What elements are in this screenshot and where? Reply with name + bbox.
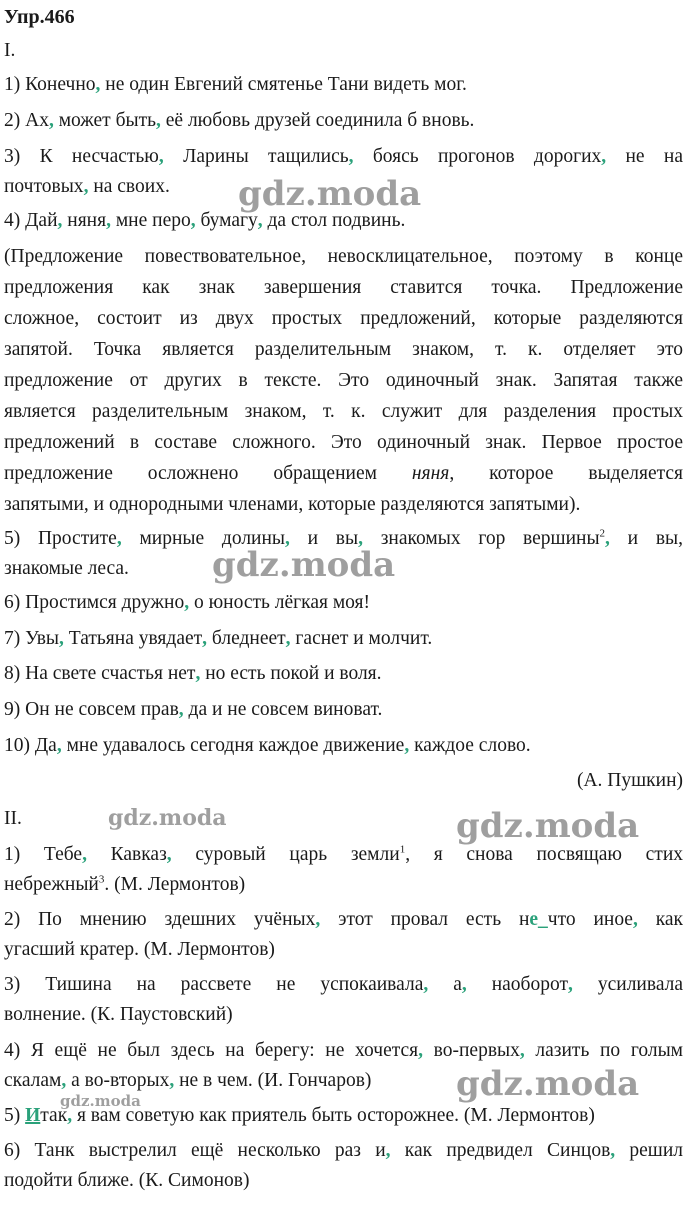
explanation-line-2: предложения как знак завершения ставится точка. Предложение	[4, 277, 683, 298]
sentence-1-6: 6) Простимся дружно, о юность лёгкая моя!	[4, 592, 371, 613]
explanation-line-1: (Предложение повествовательное, невосклицательное, поэтому в конце	[4, 246, 683, 267]
sentence-1-5-line-2: знакомые леса.	[4, 558, 129, 579]
sentence-2-5: 5) Итак, я вам советую как приятель быть осторожнее. (М. Лермонтов)	[4, 1105, 595, 1126]
sentence-1-10: 10) Да, мне удавалось сегодня каждое движение, каждое слово.	[4, 735, 531, 756]
explanation-line-3: сложное, состоит из двух простых предложений, которые разделяются	[4, 308, 683, 329]
watermark: gdz.moda	[238, 174, 422, 214]
explanation-line-9: запятыми, и однородными членами, которые разделяются запятыми).	[4, 494, 581, 515]
sentence-2-2-line-2: угасший кратер. (М. Лермонтов)	[4, 939, 275, 960]
explanation-line-4: запятой. Точка является разделительным знаком, т. к. отделяет это	[4, 339, 683, 360]
watermark: gdz.moda	[456, 1064, 640, 1104]
exercise-title: Упр.466	[4, 6, 75, 28]
watermark: gdz.moda	[456, 806, 640, 846]
watermark: gdz.moda	[60, 1092, 141, 1110]
sentence-1-7: 7) Увы, Татьяна увядает, бледнеет, гаснет и молчит.	[4, 628, 433, 649]
sentence-2-1-line-2: небрежный$^3$. (М. Лермонтов)	[4, 873, 246, 895]
sentence-1-4: 4) Дай, няня, мне перо, бумагу, да стол подвинь.	[4, 210, 406, 231]
sentence-1-3-line-1: 3) К несчастью, Ларины тащились, боясь прогонов дорогих, не на	[4, 146, 684, 167]
sentence-1-1: 1) Конечно, не один Евгений смятенье Тани видеть мог.	[4, 74, 467, 95]
explanation-line-6: является разделительным знаком, т. к. служит для разделения простых	[4, 401, 683, 422]
sentence-2-4-line-1: 4) Я ещё не был здесь на берегу: не хочется, во-первых, лазить по голым	[4, 1040, 684, 1061]
sentence-1-9: 9) Он не совсем прав, да и не совсем виноват.	[4, 699, 383, 720]
explanation-line-5: предложение от других в тексте. Это одиночный знак. Запятая также	[4, 370, 683, 391]
explanation-line-8: предложение осложнено обращением няня, которое выделяется	[4, 463, 683, 484]
sentence-1-8: 8) На свете счастья нет, но есть покой и воля.	[4, 663, 382, 684]
sentence-2-2-line-1: 2) По мнению здешних учёных, этот провал есть не_что иное, как	[4, 909, 683, 930]
author-pushkin: (А. Пушкин)	[576, 770, 683, 791]
sentence-2-3-line-2: волнение. (К. Паустовский)	[4, 1004, 233, 1025]
sentence-2-4-line-2: скалам, а во-вторых, не в чем. (И. Гончаров)	[4, 1070, 372, 1091]
sentence-2-6-line-1: 6) Танк выстрелил ещё несколько раз и, как предвидел Синцов, решил	[4, 1140, 683, 1161]
sentence-2-6-line-2: подойти ближе. (К. Симонов)	[4, 1170, 250, 1191]
sentence-1-5-line-1: 5) Простите, мирные долины, и вы, знакомых гор вершины$^2$, и вы,	[4, 527, 684, 549]
watermark: gdz.moda	[212, 545, 396, 585]
part-1-label: I.	[4, 40, 16, 61]
watermark: gdz.moda	[108, 805, 227, 831]
sentence-2-3-line-1: 3) Тишина на рассвете не успокаивала, а, наоборот, усиливала	[4, 974, 684, 995]
sentence-1-3-line-2: почтовых, на своих.	[4, 176, 170, 197]
sentence-2-1-line-1: 1) Тебе, Кавказ, суровый царь земли$^1$, я снова посвящаю стих	[4, 843, 684, 865]
part-2-label: II.	[4, 808, 22, 829]
explanation-line-7: предложений в составе сложного. Это одиночный знак. Первое простое	[4, 432, 683, 453]
sentence-1-2: 2) Ах, может быть, её любовь друзей соединила б вновь.	[4, 110, 475, 131]
